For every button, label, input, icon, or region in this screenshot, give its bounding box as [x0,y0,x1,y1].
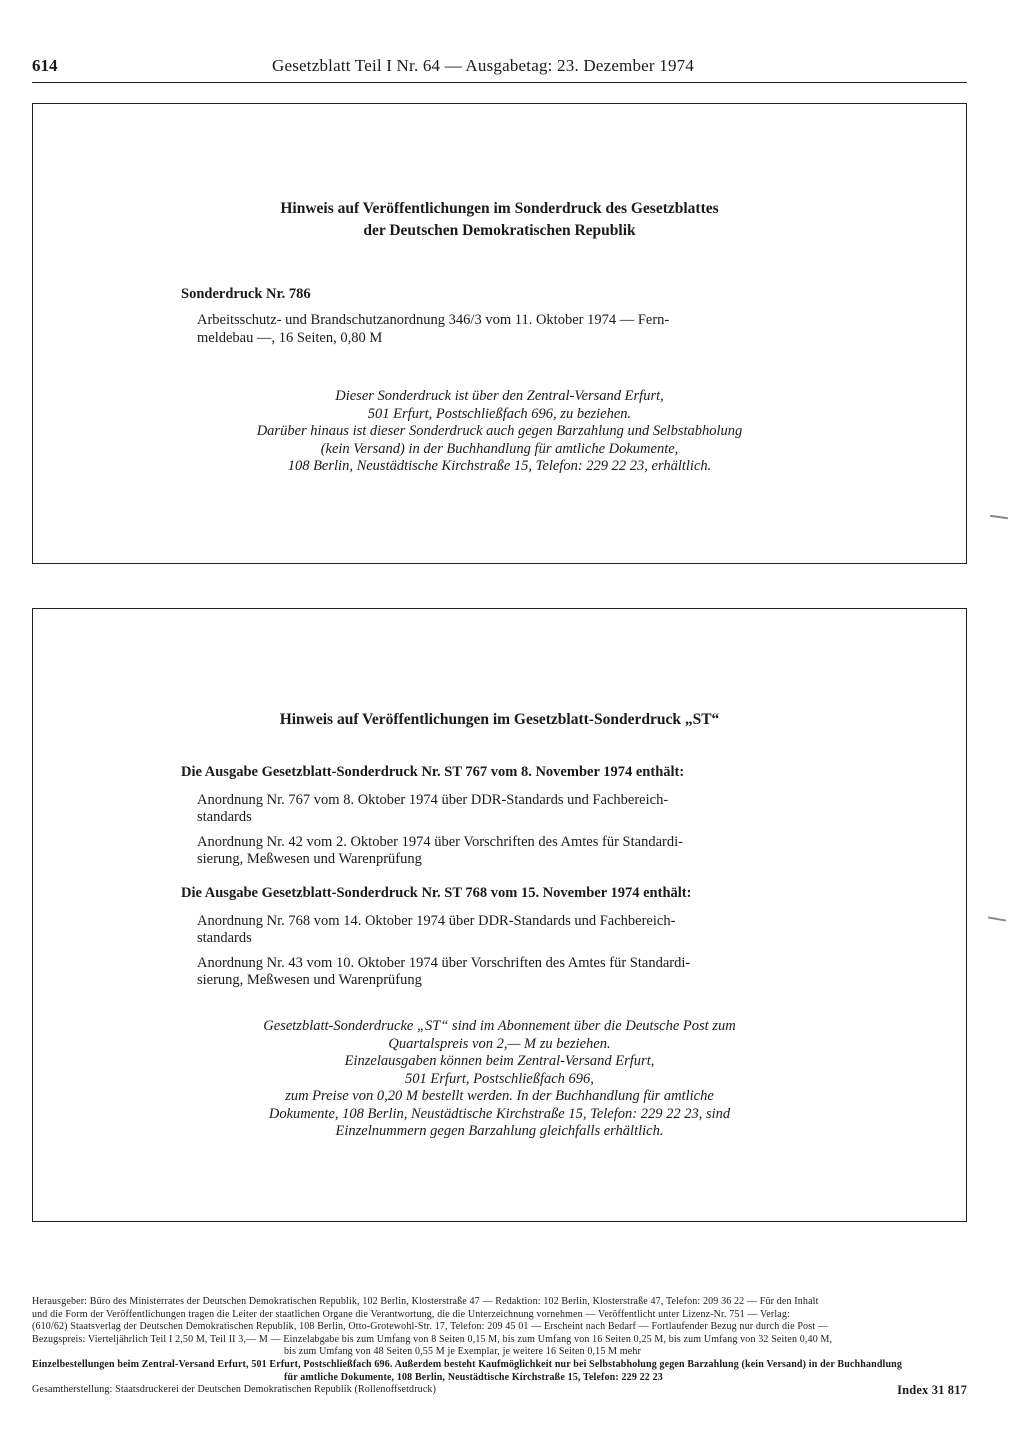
imprint-line: Bezugspreis: Vierteljährlich Teil I 2,50 M, Teil II 3,— M — Einzelabgabe bis zum Umfang von 8 Seiten 0,15 M, bis zum Umfang von 16 Seiten 0,25 M, bis zum Umfang von 32 Seiten 0,40 M, [32,1333,833,1345]
section1-item2-line1: Anordnung Nr. 42 vom 2. Oktober 1974 über Vorschriften des Amtes für Standardi- [197,834,683,850]
section2-heading: Die Ausgabe Gesetzblatt-Sonderdruck Nr. ST 768 vom 15. November 1974 enthält: [181,885,692,901]
box1-note-line5: 108 Berlin, Neustädtische Kirchstraße 15, Telefon: 229 22 23, erhältlich. [287,458,712,474]
section2-item2-line2: sierung, Meßwesen und Warenprüfung [197,972,422,988]
footer-last-row [32,1384,967,1397]
box2-note-line7: Einzelnummern gegen Barzahlung gleichfalls erhältlich. [335,1123,664,1139]
box1-note-line2: 501 Erfurt, Postschließfach 696, zu beziehen. [367,405,632,422]
box2-note-line5: zum Preise von 0,20 M bestellt werden. In der Buchhandlung für amtliche [285,1088,714,1104]
section1-item1-line2: standards [197,809,252,825]
scan-mark [990,515,1008,519]
section1-item1-line1: Anordnung Nr. 767 vom 8. Oktober 1974 über DDR-Standards und Fachbereich- [197,792,669,808]
sonderdruck-notice-box [32,103,967,564]
imprint-line: (610/62) Staatsverlag der Deutschen Demokratischen Republik, 108 Berlin, Otto-Grotewohl-Str. 17, Telefon: 209 45 01 — Erscheint nach Bedarf — Fortlaufender Bezug nur durch die Post — [32,1321,828,1333]
page-header [32,54,967,84]
box1-title-line1: Hinweis auf Veröffentlichungen im Sonderdruck des Gesetzblattes [280,200,719,217]
imprint-footer [32,1296,967,1397]
ordering-info-line: Einzelbestellungen beim Zentral-Versand Erfurt, 501 Erfurt, Postschließfach 696. Außerdem besteht Kaufmöglichkeit nur bei Selbstabholung gegen Barzahlung (kein Versand) in der Buchhandlung [32,1358,903,1370]
section1-heading: Die Ausgabe Gesetzblatt-Sonderdruck Nr. ST 767 vom 8. November 1974 enthält: [181,764,685,780]
box1-note-line3: Darüber hinaus ist dieser Sonderdruck auch gegen Barzahlung und Selbstabholung [256,423,743,439]
imprint-line: Herausgeber: Büro des Ministerrates der Deutschen Demokratischen Republik, 102 Berlin, Klosterstraße 47 — Redaktion: 102 Berlin, Klosterstraße 47, Telefon: 209 36 22 — Für den Inhalt [32,1296,819,1307]
box2-note-line3: Einzelausgaben können beim Zentral-Versand Erfurt, [344,1053,655,1069]
sonderdruck-description-line2: meldebau —, 16 Seiten, 0,80 M [197,330,383,346]
imprint-line: und die Form der Veröffentlichungen tragen die Leiter der staatlichen Organe die Verantwortung, die die Unterzeichnung vornehmen — Veröffentlicht unter Lizenz-Nr. 751 — Verlag: [32,1308,790,1320]
ordering-info-line: für amtliche Dokumente, 108 Berlin, Neustädtische Kirchstraße 15, Telefon: 229 22 23 [284,1371,663,1383]
box2-note-line4: 501 Erfurt, Postschließfach 696, [405,1070,594,1087]
st-sonderdruck-notice-box [32,608,967,1222]
index-number: Index 31 817 [897,1383,967,1398]
section2-item1-line2: standards [197,930,252,946]
page-number: 614 [32,56,58,75]
header-rule [32,82,967,83]
section2-item1-line1: Anordnung Nr. 768 vom 14. Oktober 1974 über DDR-Standards und Fachbereich- [197,913,676,929]
sonderdruck-heading: Sonderdruck Nr. 786 [181,286,311,302]
box1-note-line4: (kein Versand) in der Buchhandlung für amtliche Dokumente, [320,440,679,457]
box1-note-line1: Dieser Sonderdruck ist über den Zentral-Versand Erfurt, [335,388,664,404]
scan-mark [988,916,1006,921]
header-title: Gesetzblatt Teil I Nr. 64 — Ausgabetag: 23. Dezember 1974 [272,56,695,75]
imprint-line: bis zum Umfang von 48 Seiten 0,55 M je Exemplar, je weitere 16 Seiten 0,15 M mehr [284,1346,641,1358]
box2-note-line1: Gesetzblatt-Sonderdrucke „ST“ sind im Abonnement über die Deutsche Post zum [263,1018,736,1034]
box1-title-line2: der Deutschen Demokratischen Republik [363,222,636,239]
box2-note-line6: Dokumente, 108 Berlin, Neustädtische Kirchstraße 15, Telefon: 229 22 23, sind [268,1105,731,1122]
section1-item2-line2: sierung, Meßwesen und Warenprüfung [197,851,422,867]
box2-title: Hinweis auf Veröffentlichungen im Gesetzblatt-Sonderdruck „ST“ [279,711,720,728]
section2-item2-line1: Anordnung Nr. 43 vom 10. Oktober 1974 über Vorschriften des Amtes für Standardi- [197,955,691,971]
sonderdruck-description-line1: Arbeitsschutz- und Brandschutzanordnung 346/3 vom 11. Oktober 1974 — Fern- [197,312,670,328]
printer-line: Gesamtherstellung: Staatsdruckerei der Deutschen Demokratischen Republik (Rollenoffsetdruck) [32,1384,437,1396]
box2-note-line2: Quartalspreis von 2,— M zu beziehen. [388,1035,611,1052]
